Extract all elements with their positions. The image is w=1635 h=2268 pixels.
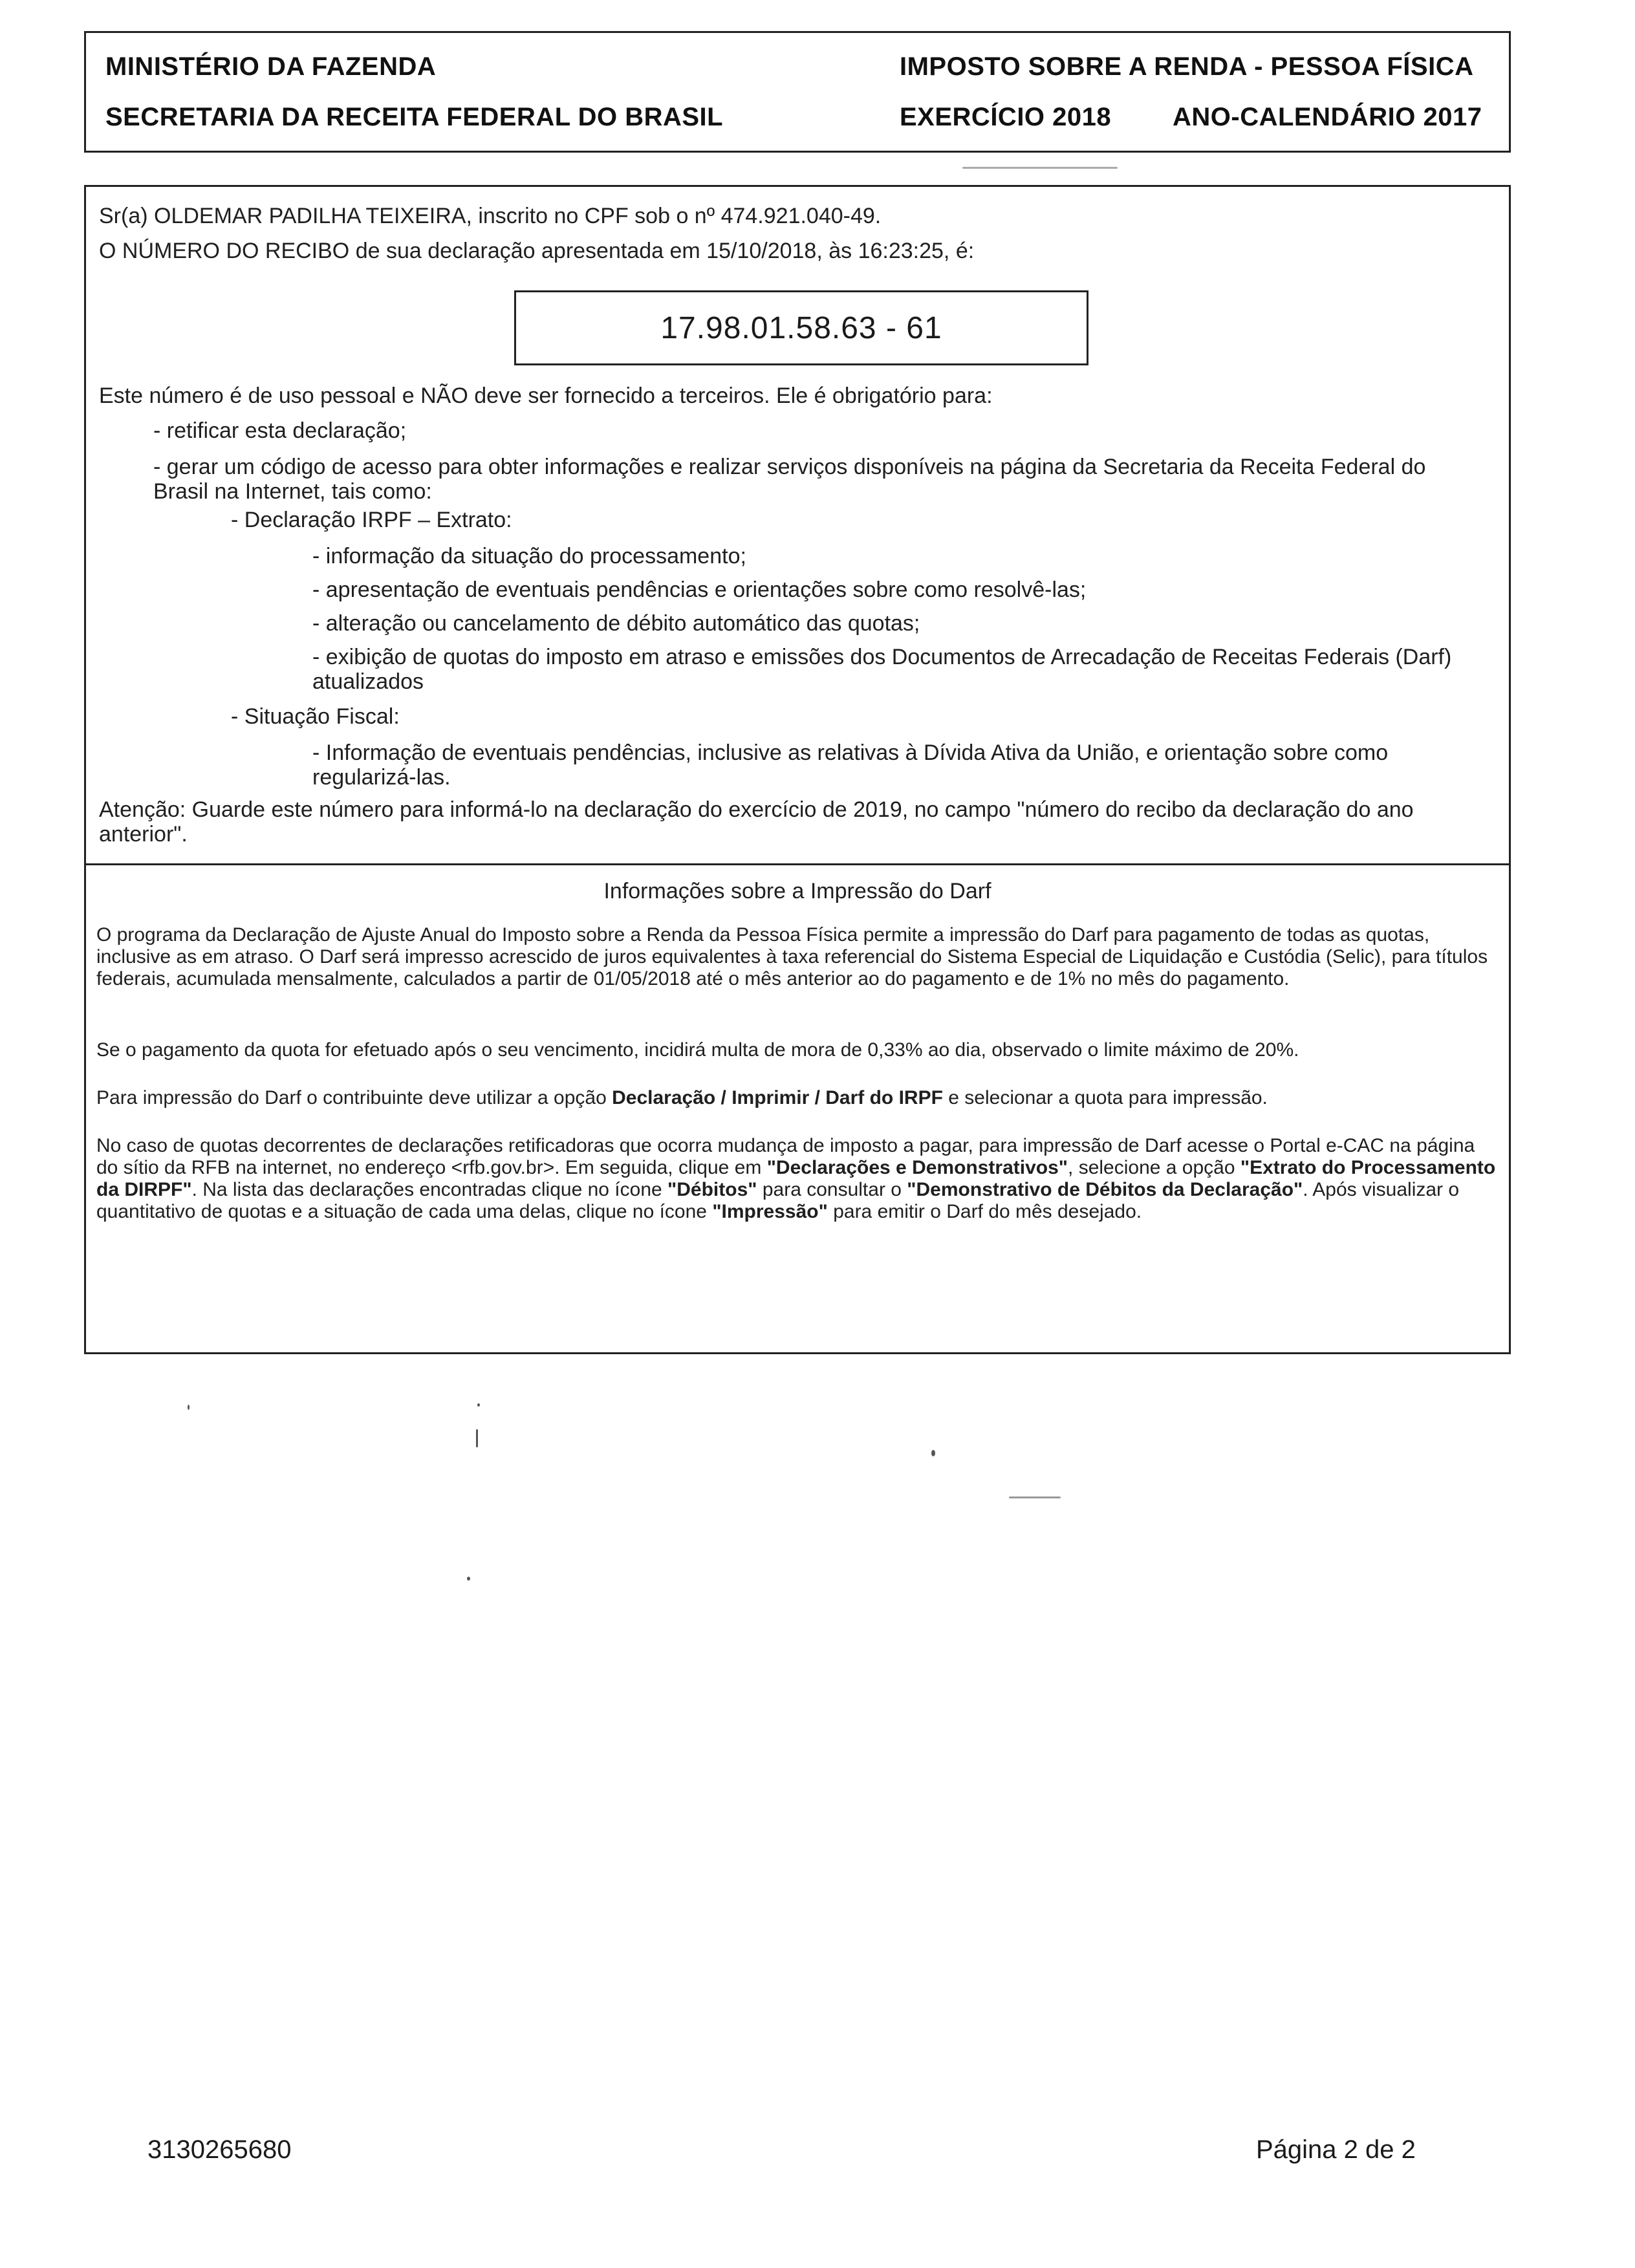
darf-paragraph-3: Para impressão do Darf o contribuinte deve utilizar a opção Declaração / Imprimir / Darf do IRPF e selecionar a quota para impressão. [96,1087,1268,1108]
header-box [84,31,1511,153]
sub-situacao: - Situação Fiscal: [231,704,400,729]
ano-calendario-label: ANO-CALENDÁRIO 2017 [1173,103,1482,131]
scan-speck [467,1577,470,1581]
item-gerar: - gerar um código de acesso para obter informações e realizar serviços disponíveis na página da Secretaria da Receita Federal do Brasil na Internet, tais como: [153,455,1426,504]
ministry-title: MINISTÉRIO DA FAZENDA [105,52,437,81]
document-number: 3130265680 [147,2135,292,2164]
extrato-item: - apresentação de eventuais pendências e orientações sobre como resolvê-las; [312,578,1087,602]
scan-speck [477,1403,480,1407]
extrato-item: - exibição de quotas do imposto em atraso e emissões dos Documentos de Arrecadação de Receitas Federais (Darf) atualizados [312,645,1452,694]
tax-title: IMPOSTO SOBRE A RENDA - PESSOA FÍSICA [900,52,1474,81]
greeting-line: Sr(a) OLDEMAR PADILHA TEIXEIRA, inscrito no CPF sob o nº 474.921.040-49. [99,204,882,228]
item-retificar: - retificar esta declaração; [153,418,407,443]
darf-title: Informações sobre a Impressão do Darf [603,879,991,903]
atencao-note: Atenção: Guarde este número para informá-lo na declaração do exercício de 2019, no campo "número do recibo da declaração do ano anterior". [99,797,1414,847]
receipt-intro: O NÚMERO DO RECIBO de sua declaração apresentada em 15/10/2018, às 16:23:25, é: [99,239,975,263]
darf-paragraph-1: O programa da Declaração de Ajuste Anual do Imposto sobre a Renda da Pessoa Física permite a impressão do Darf para pagamento de todas as quotas, inclusive as em atraso. O Darf será impresso acrescido de juros equivalentes à taxa referencial do Sistema Especial de Liquidação e Custódia (Selic), para títulos federais, acumulada mensalmente, calculados a partir de 01/05/2018 até o mês anterior ao do pagamento e de 1% no mês do pagamento. [96,924,1488,989]
section-divider [86,863,1509,865]
extrato-item: - alteração ou cancelamento de débito automático das quotas; [312,611,920,636]
extrato-item: - informação da situação do processamento; [312,544,746,568]
receipt-box [84,185,1511,1354]
usage-note: Este número é de uso pessoal e NÃO deve ser fornecido a terceiros. Ele é obrigatório para: [99,383,993,408]
scan-speck [1009,1496,1061,1498]
scan-speck [962,167,1118,169]
scan-speck [931,1450,935,1456]
page-number: Página 2 de 2 [1256,2135,1416,2164]
scan-speck [188,1405,189,1410]
receipt-number: 17.98.01.58.63 - 61 [660,311,942,345]
situacao-item: - Informação de eventuais pendências, inclusive as relativas à Dívida Ativa da União, e orientação sobre como regularizá-las. [312,740,1389,790]
darf-paragraph-4: No caso de quotas decorrentes de declarações retificadoras que ocorra mudança de imposto a pagar, para impressão de Darf acesse o Portal e-CAC na página do sítio da RFB na internet, no endereço <rfb.gov.br>. Em seguida, clique em "Declarações e Demonstrativos", selecione a opção "Extrato do Processamento da DIRPF". Na lista das declarações encontradas clique no ícone "Débitos" para consultar o "Demonstrativo de Débitos da Declaração". Após visualizar o quantitativo de quotas e a situação de cada uma delas, clique no ícone "Impressão" para emitir o Darf do mês desejado. [96,1135,1496,1222]
sub-extrato: - Declaração IRPF – Extrato: [231,508,512,532]
secretaria-title: SECRETARIA DA RECEITA FEDERAL DO BRASIL [105,103,724,131]
exercicio-label: EXERCÍCIO 2018 [900,103,1112,131]
darf-paragraph-2: Se o pagamento da quota for efetuado após o seu vencimento, incidirá multa de mora de 0,33% ao dia, observado o limite máximo de 20%. [96,1039,1299,1061]
receipt-number-box [514,290,1088,365]
scan-speck [476,1429,478,1447]
